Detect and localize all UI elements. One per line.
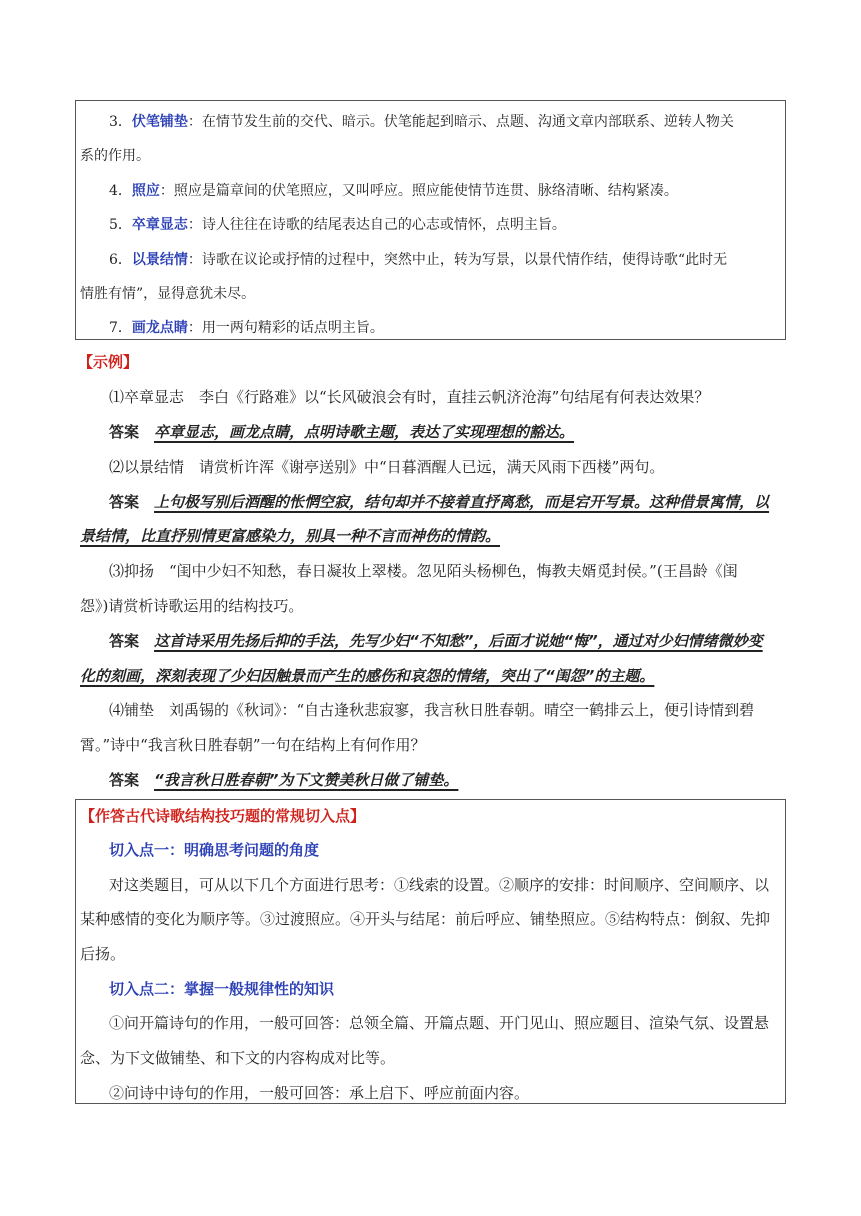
- answer-text: “我言秋日胜春朝”为下文赞美秋日做了铺垫。: [154, 771, 459, 789]
- technique-7: [109, 318, 384, 338]
- technique-num: 6．: [109, 252, 132, 268]
- technique-num: 7．: [109, 320, 132, 336]
- example-3-question: ⑶抑扬 “闺中少妇不知愁，春日凝妆上翠楼。忽见陌头杨柳色，悔教夫婿觅封侯。”(王昌龄《闺: [109, 562, 738, 580]
- point2-text: ①问开篇诗句的作用，一般可回答：总领全篇、开篇点题、开门见山、照应题目、渲染气氛、设置悬: [109, 1014, 770, 1032]
- technique-5: [109, 215, 566, 235]
- example-2-answer: [109, 492, 769, 512]
- point1-text: 对这类题目，可从以下几个方面进行思考：①线索的设置。②顺序的安排：时间顺序、空间顺序、以: [109, 876, 770, 894]
- example-3-answer: [109, 631, 763, 651]
- point2-text-2: ②问诗中诗句的作用，一般可回答：承上启下、呼应前面内容。: [109, 1084, 530, 1102]
- example-3-question-cont: 怨》)请赏析诗歌运用的结构技巧。: [80, 597, 304, 615]
- answer-text: 卒章显志，画龙点睛，点明诗歌主题，表达了实现理想的豁达。: [154, 423, 575, 441]
- example-heading: 【示例】: [78, 353, 139, 371]
- technique-text: ：用一两句精彩的话点明主旨。: [187, 320, 384, 336]
- technique-num: 4．: [109, 183, 132, 199]
- technique-text: ：诗人往往在诗歌的结尾表达自己的心志或情怀，点明主旨。: [187, 217, 566, 233]
- technique-text: ：照应是篇章间的伏笔照应，又叫呼应。照应能使情节连贯、脉络清晰、结构紧凑。: [159, 183, 678, 199]
- point2-text-cont: 念、为下文做铺垫、和下文的内容构成对比等。: [80, 1049, 396, 1067]
- technique-text: ：在情节发生前的交代、暗示。伏笔能起到暗示、点题、沟通文章内部联系、逆转人物关: [187, 114, 734, 130]
- example-4-question: ⑷铺垫 刘禹锡的《秋词》：“自古逢秋悲寂寥，我言秋日胜春朝。晴空一鹤排云上，便引诗情到碧: [109, 701, 755, 719]
- example-2-question: ⑵以景结情 请赏析许浑《谢亭送别》中“日暮酒醒人已远，满天风雨下西楼”两句。: [109, 458, 665, 476]
- answer-label: 答案: [109, 493, 140, 511]
- point2-title: 切入点二：掌握一般规律性的知识: [109, 980, 335, 998]
- technique-3: [109, 112, 734, 132]
- example-2-answer-cont: 景结情，比直抒别情更富感染力，别具一种不言而神伤的情韵。: [80, 527, 501, 545]
- technique-num: 5．: [109, 217, 132, 233]
- technique-text: ：诗歌在议论或抒情的过程中，突然中止，转为写景，以景代情作结，使得诗歌“此时无: [187, 252, 728, 268]
- point1-title: 切入点一：明确思考问题的角度: [109, 841, 320, 859]
- example-1-question: ⑴卒章显志 李白《行路难》以“长风破浪会有时，直挂云帆济沧海”句结尾有何表达效果？: [109, 388, 710, 406]
- technique-4: [109, 181, 678, 201]
- answer-text: 这首诗采用先扬后抑的手法，先写少妇“不知愁”，后面才说她“悔”，通过对少妇情绪微妙变: [154, 632, 763, 650]
- example-4-question-cont: 霄。”诗中“我言秋日胜春朝”一句在结构上有何作用？: [80, 736, 426, 754]
- technique-num: 3．: [109, 114, 132, 130]
- technique-6-cont: 情胜有情”，显得意犹未尽。: [80, 286, 256, 302]
- example-4-answer: [109, 770, 458, 790]
- point1-text-cont2: 后扬。: [80, 945, 126, 963]
- technique-term: 以景结情: [131, 252, 188, 268]
- approach-heading: 【作答古代诗歌结构技巧题的常规切入点】: [80, 807, 366, 825]
- technique-term: 卒章显志: [131, 217, 188, 233]
- technique-6: [109, 250, 727, 270]
- technique-3-cont: 系的作用。: [80, 148, 150, 164]
- point1-text-cont: 某种感情的变化为顺序等。③过渡照应。④开头与结尾：前后呼应、铺垫照应。⑤结构特点：倒叙、先抑: [80, 910, 771, 928]
- answer-text: 上句极写别后酒醒的怅惘空寂，结句却并不接着直抒离愁，而是宕开写景。这种借景寓情，以: [154, 493, 770, 511]
- example-3-answer-cont: 化的刻画，深刻表现了少妇因触景而产生的感伤和哀怨的情绪，突出了“闺怨”的主题。: [80, 667, 655, 685]
- answer-label: 答案: [109, 423, 140, 441]
- example-1-answer: [109, 422, 574, 442]
- technique-term: 照应: [131, 183, 160, 199]
- answer-label: 答案: [109, 632, 140, 650]
- technique-term: 画龙点睛: [131, 320, 188, 336]
- answer-label: 答案: [109, 771, 140, 789]
- technique-term: 伏笔铺垫: [131, 114, 188, 130]
